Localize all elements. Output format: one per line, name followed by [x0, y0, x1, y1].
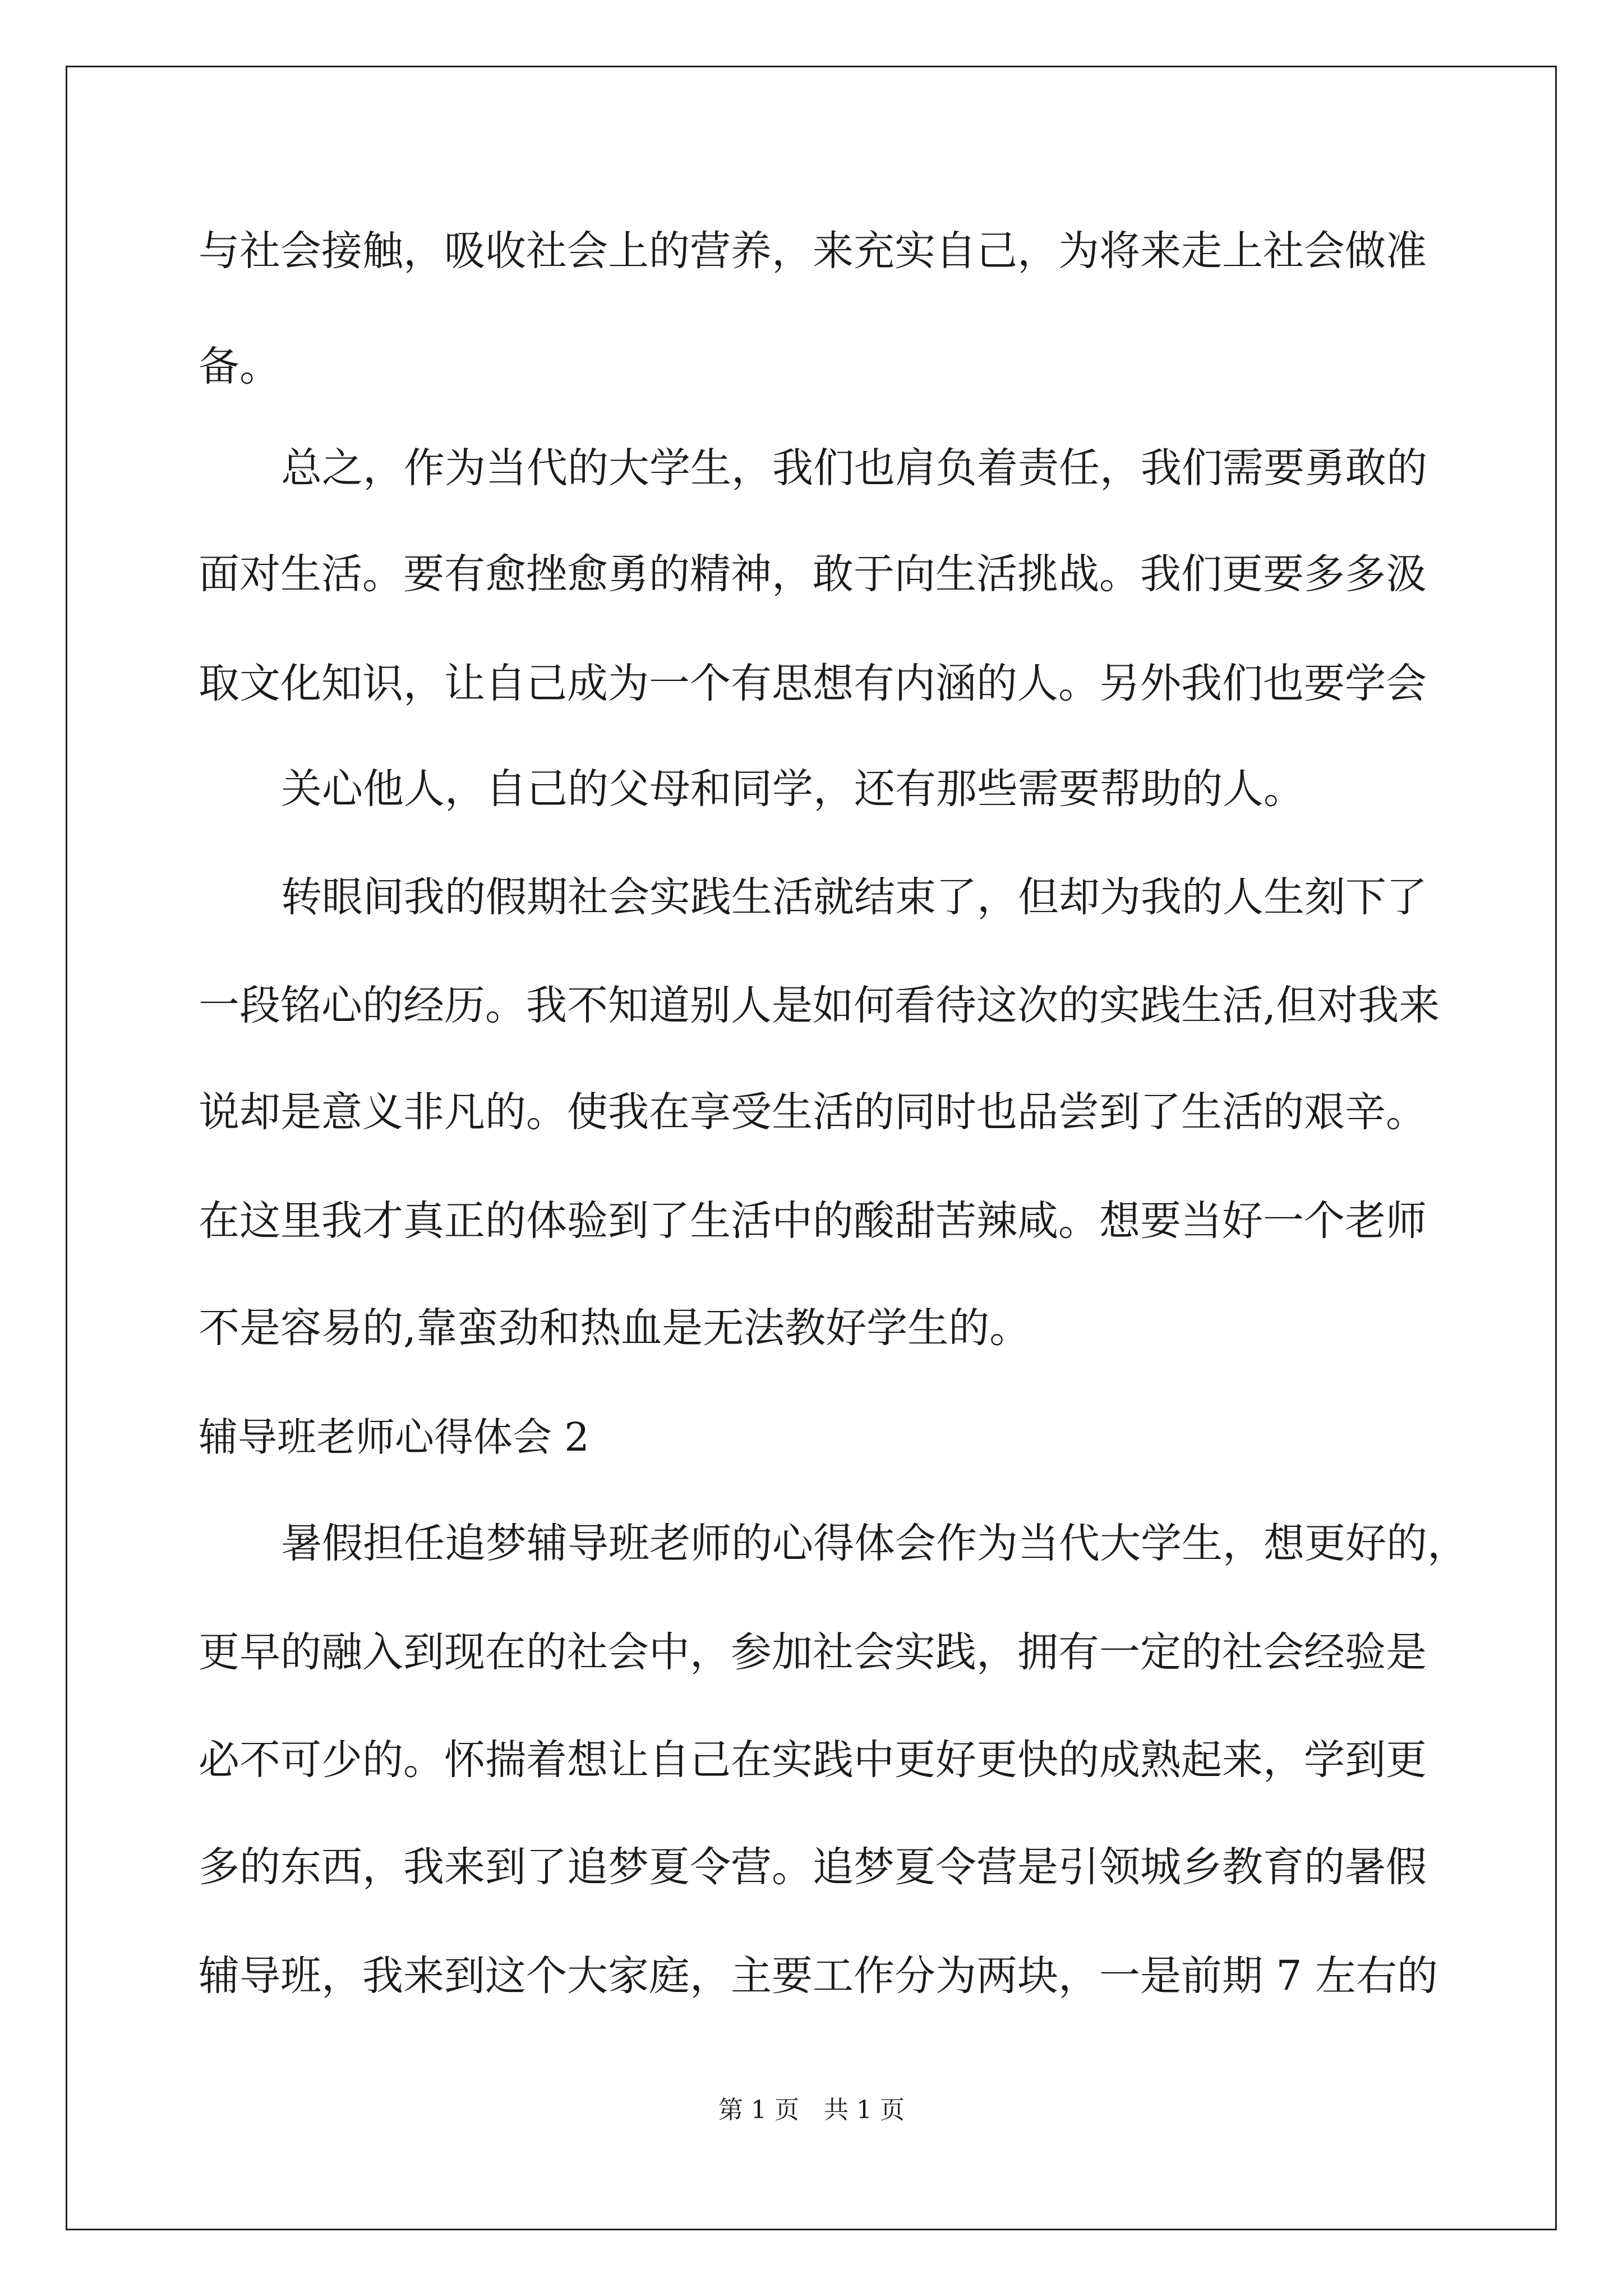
text-line-6: 关心他人，自己的父母和同学，还有那些需要帮助的人。 — [281, 765, 1304, 813]
text-line-10: 在这里我才真正的体验到了生活中的酸甜苦辣咸。想要当好一个老师 — [199, 1197, 1427, 1245]
text-line-8: 一段铭心的经历。我不知道别人是如何看待这次的实践生活,但对我来 — [199, 982, 1440, 1029]
text-line-17: 辅导班，我来到这个大家庭，主要工作分为两块，一是前期 7 左右的 — [199, 1952, 1438, 2000]
text-line-3: 总之，作为当代的大学生，我们也肩负着责任，我们需要勇敢的 — [281, 444, 1427, 492]
text-line-1: 与社会接触，吸收社会上的营养，来充实自己，为将来走上社会做准 — [199, 227, 1427, 275]
text-line-14: 更早的融入到现在的社会中，参加社会实践，拥有一定的社会经验是 — [199, 1628, 1427, 1676]
text-line-11: 不是容易的,靠蛮劲和热血是无法教好学生的。 — [199, 1304, 1031, 1352]
page-footer: 第 1 页 共 1 页 — [718, 2096, 905, 2124]
text-line-4: 面对生活。要有愈挫愈勇的精神，敢于向生活挑战。我们更要多多汲 — [199, 550, 1427, 598]
text-line-2: 备。 — [199, 343, 280, 390]
text-line-7: 转眼间我的假期社会实践生活就结束了，但却为我的人生刻下了 — [281, 873, 1427, 921]
text-line-15: 必不可少的。怀揣着想让自己在实践中更好更快的成熟起来，学到更 — [199, 1736, 1427, 1784]
text-line-13: 暑假担任追梦辅导班老师的心得体会作为当代大学生，想更好的， — [281, 1520, 1468, 1567]
page-border — [66, 66, 1557, 2230]
text-line-16: 多的东西，我来到了追梦夏令营。追梦夏令营是引领城乡教育的暑假 — [199, 1843, 1427, 1891]
text-line-9: 说却是意义非凡的。使我在享受生活的同时也品尝到了生活的艰辛。 — [199, 1088, 1427, 1136]
section-heading: 辅导班老师心得体会 2 — [199, 1414, 589, 1460]
text-line-5: 取文化知识，让自己成为一个有思想有内涵的人。另外我们也要学会 — [199, 660, 1427, 707]
